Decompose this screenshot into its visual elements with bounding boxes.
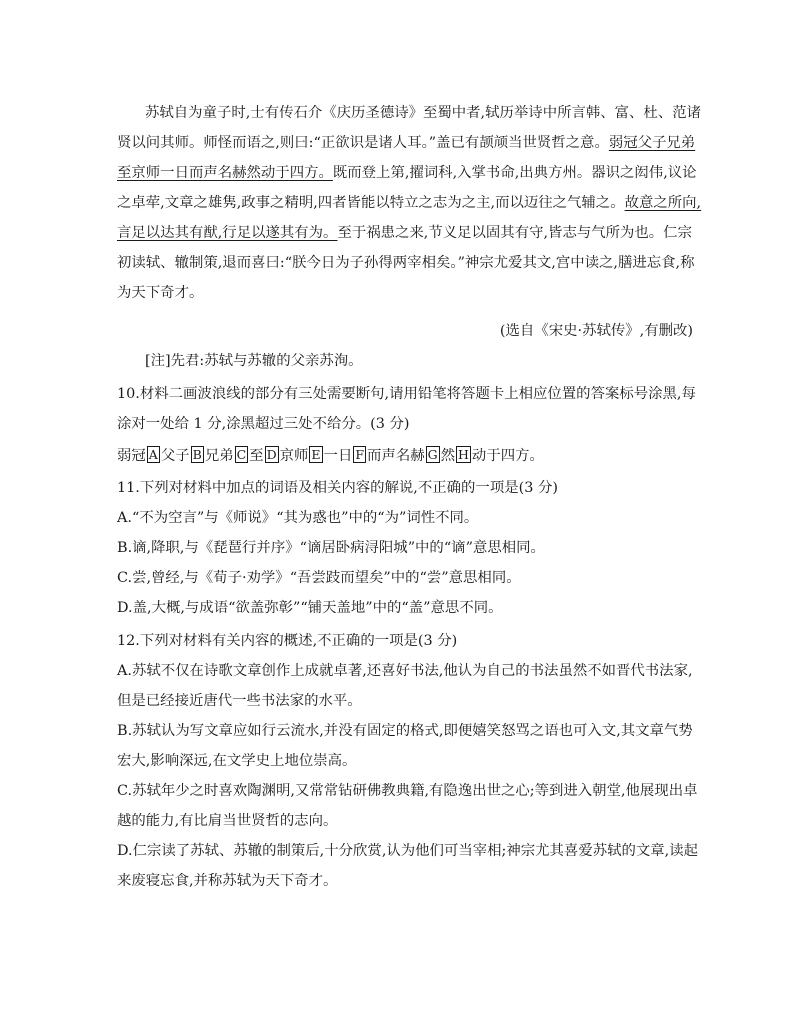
answer-mark-A[interactable]: A [148,447,158,462]
answer-mark-G[interactable]: G [427,447,438,462]
answer-mark-H[interactable]: H [458,447,469,462]
underlined-text: 故意之所向, [624,195,702,211]
question-stem: 涂对一处给 1 分,涂黑超过三处不给分。(3 分) [117,416,410,432]
question-12 [117,626,699,896]
option-C: C.苏轼年少之时喜欢陶渊明,又常常钻研佛教典籍,有隐逸出世之心;等到进入朝堂,他展现出卓 [117,783,698,799]
wavy-underlined-text: 弱冠父子兄弟 [608,135,696,151]
answer-mark-F[interactable]: F [355,447,365,462]
question-stem: 10.材料二画波浪线的部分有三处需要断句,请用铅笔将答题卡上相应位置的答案标号涂黑,每 [117,386,696,402]
option-B: B.苏轼认为写文章应如行云流水,并没有固定的格式,即便嬉笑怒骂之语也可入文,其文章气势 [117,723,693,739]
answer-mark-D[interactable]: D [266,447,277,462]
footnote: [注]先君:苏轼与苏辙的父亲苏洵。 [145,353,363,369]
segment-text: 至 [249,448,264,464]
segment-text: 兄弟 [204,448,234,464]
question-stem: 12.下列对材料有关内容的概述,不正确的一项是(3 分) [117,633,458,649]
option-B-cont: 宏大,影响深远,在文学史上地位崇高。 [117,753,357,769]
passage-text: 既而登上第,擢词科,入掌书命,出典方州。器识之闳伟,议论 [332,165,697,181]
passage [117,98,702,308]
passage-line: 为天下奇才。 [117,285,204,301]
option-D: D.盖,大概,与成语“欲盖弥彰”“铺天盖地”中的“盖”意思不同。 [117,600,503,616]
source-citation-block [117,316,693,346]
option-A: A.苏轼不仅在诗歌文章创作上成就卓著,还喜好书法,他认为自己的书法虽然不如晋代书法家, [117,663,693,679]
question-stem: 11.下列对材料中加点的词语及相关内容的解说,不正确的一项是(3 分) [117,480,558,496]
option-A: A.“不为空言”与《师说》“其为惑也”中的“为”词性不同。 [117,510,479,526]
option-A-cont: 但是已经接近唐代一些书法家的水平。 [117,693,362,709]
answer-mark-E[interactable]: E [311,447,321,462]
footnote-block [117,346,693,376]
segment-text: 京师 [279,448,309,464]
question-10 [117,379,696,471]
answer-mark-B[interactable]: B [192,447,202,462]
option-C-cont: 越的能力,有比肩当世贤哲的志向。 [117,813,338,829]
segment-text: 父子 [160,448,190,464]
segment-text: 一日 [323,448,353,464]
segment-text: 然 [440,448,456,464]
option-C: C.尝,曾经,与《荀子·劝学》“吾尝跂而望矣”中的“尝”意思相同。 [117,570,521,586]
segment-text: 而声名赫 [367,448,425,464]
segment-text: 动于四方。 [471,448,544,464]
option-B: B.谪,降职,与《琵琶行并序》“谪居卧病浔阳城”中的“谪”意思相同。 [117,540,545,556]
passage-line [117,128,696,158]
passage-text: 贤以问其师。师怪而语之,则曰:“正欲识是诸人耳。”盖已有颉颃当世贤哲之意。 [117,135,609,151]
segment-text: 弱冠 [117,448,146,464]
passage-text: 至于祸患之来,节义足以固其有守,皆志与气所为也。仁宗 [337,225,692,241]
segmentation-options [117,441,693,471]
passage-line [117,218,693,248]
option-D-cont: 来废寝忘食,并称苏轼为天下奇才。 [117,873,338,889]
wavy-underlined-text: 至京师一日而声名赫然动于四方。 [117,165,333,181]
passage-line: 初读轼、辙制策,退而喜曰:“朕今日为子孙得两宰相矣。”神宗尤爱其文,宫中读之,膳进忘食,称 [117,255,695,271]
question-11 [117,473,693,623]
passage-line: 苏轼自为童子时,士有传石介《庆历圣德诗》至蜀中者,轼历举诗中所言韩、富、杜、范诸 [145,105,701,121]
underlined-text: 言足以达其有猷,行足以遂其有为。 [117,225,338,241]
source-citation: (选自《宋史·苏轼传》,有删改) [499,323,693,339]
option-D: D.仁宗读了苏轼、苏辙的制策后,十分欣赏,认为他们可当宰相;神宗尤其喜爱苏轼的文章,读起 [117,843,699,859]
passage-text: 之卓荦,文章之雄隽,政事之精明,四者皆能以特立之志为之主,而以迈往之气辅之。 [117,195,625,211]
passage-line [117,188,702,218]
answer-mark-C[interactable]: C [236,447,247,462]
passage-line [117,158,697,188]
